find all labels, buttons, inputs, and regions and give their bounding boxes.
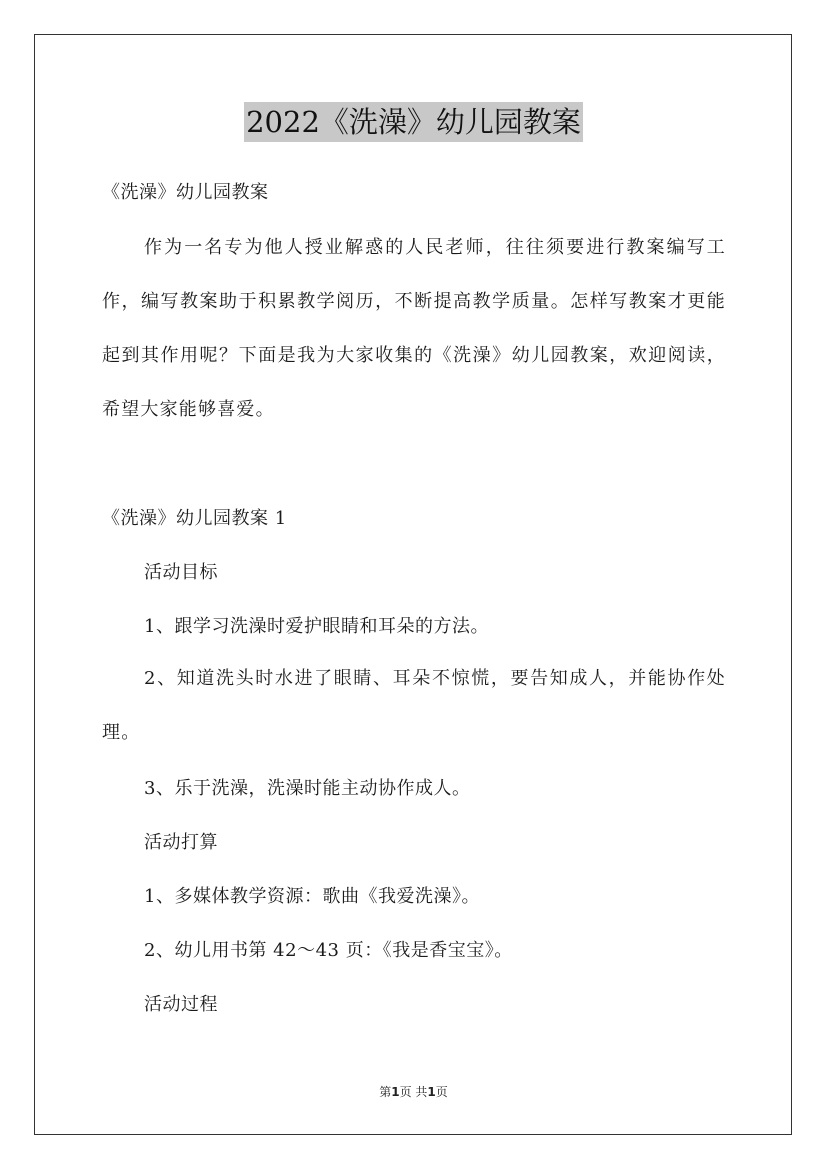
intro-paragraph: 作为一名专为他人授业解惑的人民老师，往往须要进行教案编写工作，编写教案助于积累教学阅历，不断提高教学质量。怎样写教案才更能起到其作用呢？下面是我为大家收集的《洗澡》幼儿园教案，欢迎阅读，希望大家能够喜爱。 (102, 237, 726, 420)
footer-page-number: 1 (391, 1085, 400, 1099)
footer-page-total: 1 (427, 1085, 436, 1099)
footer-mid: 页 共 (399, 1085, 428, 1099)
document-title: 2022《洗澡》幼儿园教案 (244, 102, 583, 142)
prep-item-2: 2、幼儿用书第 42～43 页：《我是香宝宝》。 (144, 940, 513, 961)
goal-item-3: 3、乐于洗澡，洗澡时能主动协作成人。 (144, 778, 471, 799)
footer-suffix: 页 (435, 1085, 448, 1099)
goals-heading: 活动目标 (144, 562, 218, 583)
goal-item-1: 1、跟学习洗澡时爱护眼睛和耳朵的方法。 (144, 616, 489, 637)
section-title: 《洗澡》幼儿园教案 1 (102, 508, 287, 529)
document-subtitle: 《洗澡》幼儿园教案 (102, 182, 269, 203)
prep-heading: 活动打算 (144, 832, 218, 853)
prep-item-1: 1、多媒体教学资源：歌曲《我爱洗澡》。 (144, 886, 480, 907)
footer-prefix: 第 (379, 1085, 392, 1099)
process-heading: 活动过程 (144, 994, 218, 1015)
page-footer (0, 1084, 827, 1100)
title-container (0, 102, 827, 142)
goal-item-2: 2、知道洗头时水进了眼睛、耳朵不惊慌，要告知成人，并能协作处理。 (102, 668, 726, 743)
